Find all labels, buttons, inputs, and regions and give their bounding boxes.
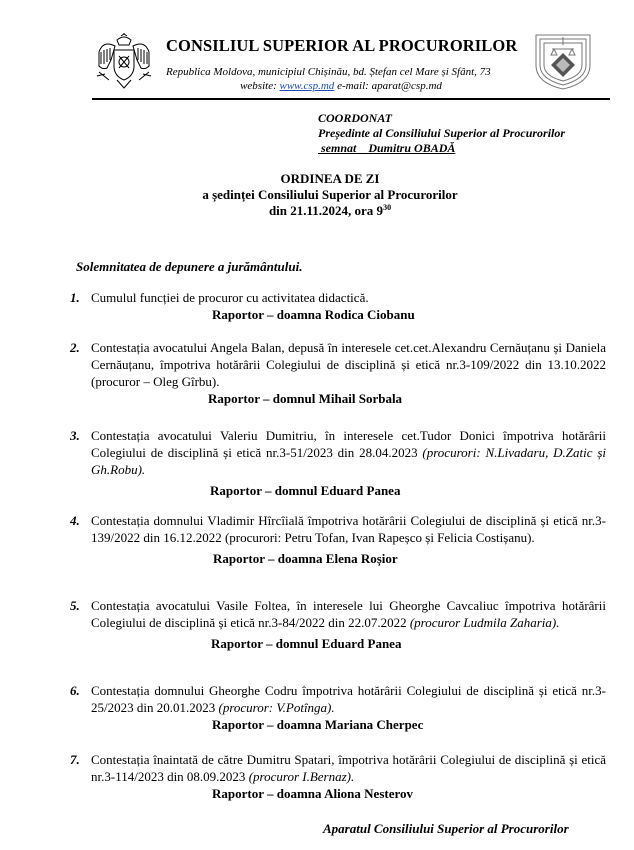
- agenda-item-number: 5.: [70, 598, 80, 613]
- signer-name: Dumitru OBADĂ: [368, 141, 456, 155]
- agenda-item-text: [91, 427, 606, 478]
- agenda-item-body: Contestația domnului Vladimir Hîrcîială împotriva hotărârii Colegiului de disciplină și etică nr.3-139/2022 din 16.12.2022 (procurori: Petru Tofan, Ivan Rapeșco și Felicia Costișanu).: [91, 513, 606, 545]
- agenda-item-number: 3.: [70, 428, 80, 443]
- agenda-item-text: [91, 682, 606, 716]
- organization-name: CONSILIUL SUPERIOR AL PROCURORILOR: [166, 36, 518, 55]
- ceremony-heading: Solemnitatea de depunere a jurământului.: [76, 259, 303, 274]
- approval-role: Președinte al Consiliului Superior al Procurorilor: [318, 126, 566, 140]
- agenda-item-text: [91, 597, 606, 631]
- agenda-item: [70, 289, 606, 323]
- moldova-coat-of-arms-icon: [95, 32, 153, 92]
- footer-signature: Aparatul Consiliului Superior al Procurorilor: [323, 821, 569, 836]
- agenda-item-text: [91, 512, 606, 546]
- agenda-item-reporter: Raportor – domnul Eduard Panea: [211, 636, 402, 651]
- organization-contacts: [166, 80, 516, 92]
- agenda-item: [70, 427, 606, 499]
- approval-signature: [318, 141, 565, 156]
- agenda-item-reporter: Raportor – doamna Mariana Cherpec: [212, 717, 424, 732]
- agenda-item: [70, 512, 606, 567]
- agenda-item-body: Contestația avocatului Vasile Foltea, în interesele lui Gheorghe Cavcaliuc împotriva hotărârii Colegiului de disciplină și etică nr.3-84/2022 din 22.07.2022: [91, 598, 606, 630]
- agenda-item-text: [91, 751, 606, 785]
- document-title: [100, 171, 560, 219]
- organization-address: Republica Moldova, municipiul Chișinău, bd. Ștefan cel Mare și Sfânt, 73: [166, 66, 491, 78]
- website-label: website:: [240, 80, 277, 92]
- agenda-item: [70, 597, 606, 652]
- agenda-item-reporter: Raportor – doamna Aliona Nesterov: [212, 786, 414, 801]
- agenda-item-text: [91, 289, 606, 306]
- title-time-superscript: 30: [383, 203, 392, 212]
- header-divider: [92, 98, 610, 100]
- agenda-item-body: Contestația avocatului Angela Balan, depusă în interesele cet.cet.Alexandru Cernăuțanu și Daniela Cernăuțanu, împotriva hotărârii Colegiului de disciplină și etică nr.3-109/2022 din 13.10.2022 (procuror – Oleg Gîrbu).: [91, 340, 606, 389]
- agenda-item-reporter: Raportor – doamna Elena Roșior: [213, 551, 398, 566]
- email-address: aparat@csp.md: [371, 80, 442, 92]
- agenda-item-text: [91, 339, 606, 390]
- agenda-item-number: 6.: [70, 683, 80, 698]
- agenda-item-body: Contestația domnului Gheorghe Codru împotriva hotărârii Colegiului de disciplină și etică nr.3-25/2023 din 20.01.2023: [91, 683, 606, 715]
- agenda-item-body: Contestația înaintată de către Dumitru Spatari, împotriva hotărârii Colegiului de disciplină și etică nr.3-114/2023 din 08.09.2023: [91, 752, 606, 784]
- approval-status: COORDONAT: [318, 111, 393, 125]
- title-date-text: din 21.11.2024, ora 9: [268, 203, 384, 218]
- agenda-item-reporter: Raportor – domnul Eduard Panea: [210, 483, 401, 498]
- title-main: ORDINEA DE ZI: [280, 171, 380, 186]
- approval-block: [318, 111, 565, 156]
- agenda-item-note: (procuror: V.Potînga).: [218, 700, 335, 715]
- website-link[interactable]: www.csp.md: [279, 80, 335, 92]
- agenda-item: [70, 339, 606, 407]
- agenda-item-number: 1.: [70, 290, 80, 305]
- agenda-item-number: 4.: [70, 513, 80, 528]
- agenda-item-reporter: Raportor – domnul Mihail Sorbala: [208, 391, 403, 406]
- agenda-item-note: (procurori: N.Livadaru, D.Zatic și Gh.Robu).: [91, 445, 606, 477]
- email-label: e-mail:: [337, 80, 369, 92]
- agenda-item-number: 2.: [70, 340, 80, 355]
- title-date: [100, 203, 560, 219]
- agenda-item: [70, 751, 606, 802]
- prosecutors-council-crest-icon: [532, 31, 594, 91]
- agenda-item-reporter: Raportor – doamna Rodica Ciobanu: [212, 307, 415, 322]
- agenda-item-number: 7.: [70, 752, 80, 767]
- agenda-item-note: (procuror I.Bernaz).: [248, 769, 355, 784]
- signed-label: semnat: [321, 141, 357, 155]
- agenda-item-body: Contestația avocatului Valeriu Dumitriu, în interesele cet.Tudor Donici împotriva hotărârii Colegiului de disciplină și etică nr.3-51/2023 din 28.04.2023: [91, 428, 606, 460]
- agenda-item: [70, 682, 606, 733]
- agenda-item-note: (procuror Ludmila Zaharia).: [409, 615, 560, 630]
- agenda-item-body: Cumulul funcției de procuror cu activitatea didactică.: [91, 290, 369, 305]
- title-subtitle: a ședinței Consiliului Superior al Procurorilor: [202, 187, 458, 202]
